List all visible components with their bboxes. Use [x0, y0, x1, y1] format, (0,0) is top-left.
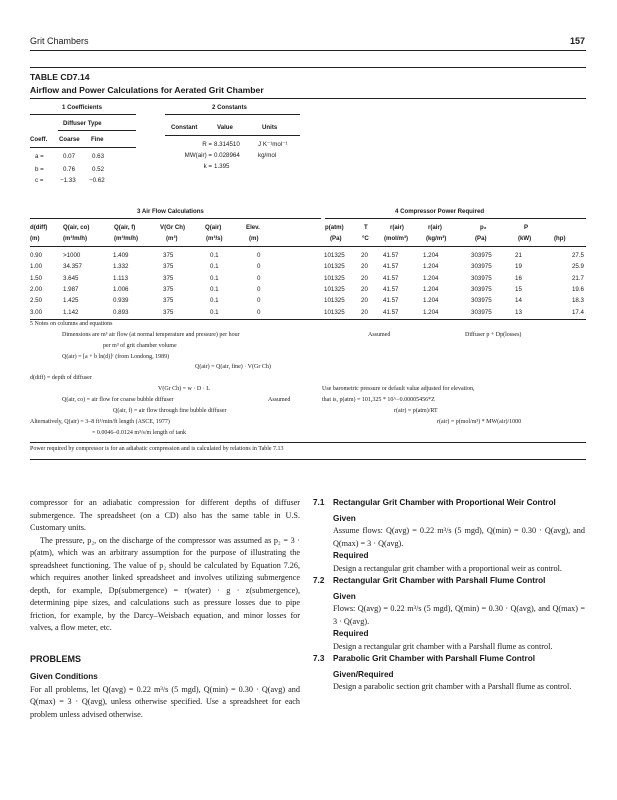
coeff-b-fine: 0.52	[92, 166, 105, 173]
table-cell: 0	[257, 286, 261, 294]
table-cell: >1000	[63, 252, 81, 260]
table-cell: 375	[163, 286, 174, 294]
table-cell: 101325	[324, 297, 345, 305]
note-power-required: Power required by compressor is for an adiabatic compression and is calculated by relations in Table 7.13	[30, 446, 284, 452]
table-cell: 21	[515, 252, 522, 260]
running-header-chapter: Grit Chambers	[30, 36, 89, 46]
note-q-air-f: Q(air, f) = air flow through fine bubble diffuser	[113, 408, 227, 414]
table-cell: 1.409	[113, 252, 129, 260]
table-cell: 303975	[471, 274, 492, 282]
caption-rule	[30, 98, 586, 99]
table-cell: 303975	[471, 252, 492, 260]
coeff-c-coarse: −1.33	[60, 177, 76, 184]
table-bottom-rule	[30, 459, 586, 460]
table-cell: 21.7	[571, 274, 584, 282]
problem-7-2-given: Flows: Q(avg) = 0.22 m³/s (5 mgd), Q(min) = 0.30 · Q(avg), and Q(max) = 3 · Q(avg).	[333, 604, 585, 626]
hdr-unit-pa: (Pa)	[330, 235, 342, 242]
note-diffuser-p: Diffuser p + Dp(losses)	[465, 332, 522, 338]
table-cell: 0	[257, 274, 261, 282]
diffuser-type-rule	[58, 130, 136, 131]
table-cell: 0.1	[210, 263, 219, 271]
hdr-unit-m: (m)	[30, 235, 40, 242]
table-cell: 375	[163, 274, 174, 282]
coeff-col-header: Coeff.	[30, 136, 48, 143]
hdr-unit-degc: °C	[362, 235, 369, 242]
table-cell: 0	[257, 297, 261, 305]
hdr-q-air-co: Q(air, co)	[63, 224, 90, 231]
hdr-unit-kw: (kW)	[518, 235, 532, 242]
table-row	[30, 273, 586, 284]
table-cell: 41.57	[383, 297, 399, 305]
table-row	[30, 250, 586, 261]
hdr-v-gr-ch: V(Gr Ch)	[160, 224, 186, 231]
table-cell: 41.57	[383, 263, 399, 271]
const-k-value: 1.395	[214, 163, 230, 170]
table-row	[30, 295, 586, 306]
hdr-p: P	[524, 224, 529, 231]
constants-header-rule	[165, 135, 300, 136]
constant-col-header: Constant	[171, 124, 198, 131]
table-cell: 34.357	[63, 263, 82, 271]
problem-7-1-given-label: Given	[333, 513, 356, 523]
hdr-unit-molm3: (mol/m³)	[384, 235, 409, 242]
table-cell: 1.113	[113, 274, 129, 282]
note-p-atm-formula: that is, p(atm) = 101,325 * 10^−0.00005456*Z	[322, 397, 435, 403]
table-label: TABLE CD7.14	[30, 72, 90, 82]
problem-7-2	[313, 575, 585, 653]
coeff-b-coarse: 0.76	[63, 166, 76, 173]
table-cell: 20	[361, 308, 368, 316]
body-paragraph-2: The pressure, p₂, on the discharge of the compressor was assumed as p₂ = 3 · p(atm), which was an arbitrary assumption for the purpose of illustrating the spreadsheet functioning. The value of p₂ should be calculated by Equation 7.26, which requires another linked spreadsheet and involves utilizing submergence depth, for example, Dp(submergence) = r(water) · g · z(submergence), determining pipe sizes, and calculations such as pressure losses due to pipe friction, for example, by the Darcy–Weisbach equation, and minor losses for valves, a flow meter, etc.	[30, 535, 300, 632]
hdr-unit-m3: (m³)	[166, 235, 178, 242]
power-title-rule	[325, 218, 586, 219]
problem-7-2-required: Design a rectangular grit chamber with a Parshall flume as control.	[333, 641, 553, 651]
problems-heading: PROBLEMS	[30, 653, 82, 664]
given-conditions-text: For all problems, let Q(avg) = 0.22 m³/s (5 mgd), Q(min) = 0.30 · Q(avg) and Q(max) = 3 · Q(avg), unless otherwise specified. Use a spreadsheet for each problem unless advised otherwise.	[30, 684, 300, 719]
problem-7-2-number: 7.2	[313, 576, 325, 585]
problem-7-3-given-label: Given/Required	[333, 669, 394, 679]
table-cell: 27.5	[571, 252, 584, 260]
note-r-air-rt: r(air) = p(atm)/RT	[394, 408, 438, 414]
hdr-p-atm: p(atm)	[325, 224, 344, 231]
table-cell: 0.939	[113, 297, 129, 305]
problem-7-1-number: 7.1	[313, 498, 325, 507]
diffuser-type-header: Diffuser Type	[63, 120, 102, 127]
body-paragraph-1: compressor for an adiabatic compression for different depths of diffuser submergence. The spreadsheet (on a CD) also has the same table in U.S. Customary units.	[30, 498, 300, 532]
hdr-r-air-kg: r(air)	[428, 224, 442, 231]
value-col-header: Value	[217, 124, 233, 131]
table-cell: 1.332	[113, 263, 129, 271]
table-cell: 303975	[471, 297, 492, 305]
hdr-unit-pa2: (Pa)	[475, 235, 487, 242]
table-cell: 0.1	[210, 274, 219, 282]
table-cell: 1.50	[30, 274, 43, 282]
right-column	[313, 497, 585, 694]
airflow-power-table	[30, 250, 586, 318]
coefficients-section-title: 1 Coefficients	[62, 104, 102, 111]
table-cell: 0.893	[113, 308, 129, 316]
power-section-title: 4 Compressor Power Required	[395, 208, 485, 215]
const-MW-name: MW(air) =	[184, 152, 212, 159]
hdr-q-air: Q(air)	[205, 224, 222, 231]
const-R-name: R =	[202, 141, 212, 148]
table-cell: 1.00	[30, 263, 43, 271]
table-cell: 19.6	[571, 286, 584, 294]
page-number: 157	[569, 36, 585, 46]
coeff-a-name: a =	[35, 153, 44, 160]
coeff-a-coarse: 0.07	[63, 153, 76, 160]
table-cell: 0.1	[210, 308, 219, 316]
table-cell: 0.1	[210, 252, 219, 260]
table-cell: 0	[257, 308, 261, 316]
table-cell: 101325	[324, 252, 345, 260]
problem-7-3	[313, 653, 585, 694]
const-k-name: k =	[203, 163, 212, 170]
table-cell: 41.57	[383, 286, 399, 294]
airflow-title-rule	[30, 218, 321, 219]
table-cell: 101325	[324, 286, 345, 294]
problem-7-3-given: Design a parabolic section grit chamber with a Parshall flume as control.	[333, 682, 572, 691]
note-q-air-equation: Q(air) = [a + b ln(d)]ᶜ (from Londong, 1989)	[62, 354, 170, 360]
table-cell: 20	[361, 286, 368, 294]
note-dimensions: Dimensions are m³ air flow (at normal temperature and pressure) per hour	[62, 332, 240, 338]
coeff-c-fine: −0.62	[89, 177, 105, 184]
problem-7-1-required: Design a rectangular grit chamber with a proportional weir as control.	[333, 563, 562, 573]
hdr-unit-hp: (hp)	[554, 235, 566, 242]
table-cell: 2.50	[30, 297, 43, 305]
table-cell: 1.204	[423, 274, 439, 282]
table-cell: 20	[361, 274, 368, 282]
problem-7-2-required-label: Required	[333, 629, 369, 638]
notes-title: 5 Notes on columns and equations	[30, 321, 113, 327]
table-cell: 0	[257, 252, 261, 260]
note-m3-per-length: = 0.0046–0.0124 m³/s/m length of tank	[92, 430, 187, 436]
problem-7-3-title: Parabolic Grit Chamber with Parshall Flume Control	[333, 654, 535, 663]
hdr-p2: p₂	[480, 224, 487, 231]
table-row	[30, 306, 586, 317]
constants-section-title: 2 Constants	[212, 104, 247, 111]
table-cell: 303975	[471, 286, 492, 294]
table-cell: 303975	[471, 263, 492, 271]
notes-rule	[30, 442, 586, 443]
table-cell: 0.1	[210, 297, 219, 305]
problem-7-2-given-label: Given	[333, 591, 356, 601]
note-v-gr-ch: V(Gr Ch) = w · D · L	[158, 386, 210, 392]
data-header-rule	[30, 246, 586, 247]
const-MW-value: 0.028964	[214, 152, 240, 159]
hdr-unit-m3s: (m³/s)	[206, 235, 223, 242]
table-cell: 25.9	[571, 263, 584, 271]
table-cell: 3.00	[30, 308, 43, 316]
hdr-d-diff: d(diff)	[30, 224, 48, 231]
table-cell: 375	[163, 308, 174, 316]
coarse-col-header: Coarse	[59, 136, 80, 143]
table-cell: 1.987	[63, 286, 79, 294]
table-cell: 0.1	[210, 286, 219, 294]
table-cell: 15	[515, 286, 522, 294]
table-cell: 14	[515, 297, 522, 305]
table-cell: 0.90	[30, 252, 43, 260]
table-title: Airflow and Power Calculations for Aerated Grit Chamber	[30, 85, 264, 95]
header-rule	[30, 50, 586, 51]
table-cell: 18.3	[571, 297, 584, 305]
table-cell: 101325	[324, 274, 345, 282]
hdr-unit-elev-m: (m)	[249, 235, 259, 242]
problem-7-1-required-label: Required	[333, 551, 369, 560]
left-column	[30, 497, 300, 721]
data-bottom-rule	[30, 319, 586, 320]
fine-col-header: Fine	[91, 136, 104, 143]
units-col-header: Units	[262, 124, 278, 131]
problem-7-3-number: 7.3	[313, 654, 325, 663]
table-cell: 101325	[324, 263, 345, 271]
note-alternatively: Alternatively, Q(air) = 3–8 ft³/min/ft length (ASCE, 1977)	[30, 419, 170, 425]
const-MW-units: kg/mol	[258, 152, 277, 159]
table-cell: 20	[361, 297, 368, 305]
note-barometric: Use barometric pressure or default value adjusted for elevation,	[322, 386, 475, 392]
table-cell: 1.204	[423, 297, 439, 305]
problem-7-1-given: Assume flows: Q(avg) = 0.22 m³/s (5 mgd), Q(min) = 0.30 · Q(avg), and Q(max) = 3 · Q(avg).	[333, 526, 585, 548]
hdr-unit-kgm3: (kg/m³)	[426, 235, 447, 242]
coeff-b-name: b =	[35, 166, 44, 173]
coefficients-title-rule	[30, 114, 136, 115]
constants-title-rule	[165, 114, 300, 115]
airflow-section-title: 3 Air Flow Calculations	[137, 208, 204, 215]
table-cell: 19	[515, 263, 522, 271]
hdr-r-air-mol: r(air)	[390, 224, 404, 231]
table-top-rule	[30, 67, 586, 68]
table-cell: 375	[163, 263, 174, 271]
note-assumed-1: Assumed	[368, 332, 391, 338]
table-cell: 303975	[471, 308, 492, 316]
note-assumed-2: Assumed	[268, 397, 291, 403]
const-R-value: 8.314510	[214, 141, 240, 148]
hdr-elev: Elev.	[246, 224, 260, 231]
hdr-unit-m3mh-co: (m³/m/h)	[63, 235, 88, 242]
table-cell: 16	[515, 274, 522, 282]
table-cell: 20	[361, 252, 368, 260]
problem-7-1-title: Rectangular Grit Chamber with Proportional Weir Control	[333, 498, 556, 507]
note-d-diff: d(diff) = depth of diffuser	[30, 375, 92, 381]
table-cell: 1.204	[423, 252, 439, 260]
table-cell: 41.57	[383, 274, 399, 282]
table-cell: 17.4	[571, 308, 584, 316]
table-cell: 1.204	[423, 263, 439, 271]
table-row	[30, 284, 586, 295]
table-cell: 375	[163, 297, 174, 305]
table-cell: 1.204	[423, 286, 439, 294]
hdr-unit-m3mh-f: (m³/m/h)	[114, 235, 139, 242]
coefficients-header-rule	[30, 147, 136, 148]
table-cell: 2.00	[30, 286, 43, 294]
problem-7-2-title: Rectangular Grit Chamber with Parshall Flume Control	[333, 576, 546, 585]
table-cell: 1.142	[63, 308, 79, 316]
note-per-m3: per m³ of grit chamber volume	[103, 343, 177, 349]
table-cell: 41.57	[383, 308, 399, 316]
note-q-air-product: Q(air) = Q(air, fine) · V(Gr Ch)	[195, 364, 271, 370]
table-cell: 101325	[324, 308, 345, 316]
table-cell: 375	[163, 252, 174, 260]
table-cell: 1.425	[63, 297, 79, 305]
table-cell: 3.645	[63, 274, 79, 282]
hdr-q-air-f: Q(air, f)	[114, 224, 136, 231]
problem-7-1	[313, 497, 585, 575]
table-row	[30, 261, 586, 272]
table-cell: 13	[515, 308, 522, 316]
coeff-c-name: c =	[35, 177, 44, 184]
given-conditions-heading: Given Conditions	[30, 672, 98, 681]
note-r-air-mw: r(air) = p(mol/m³) * MW(air)/1000	[437, 419, 522, 425]
coeff-a-fine: 0.63	[92, 153, 105, 160]
hdr-t: T	[364, 224, 368, 231]
note-q-air-co: Q(air, co) = air flow for coarse bubble diffuser	[62, 397, 174, 403]
table-cell: 1.006	[113, 286, 129, 294]
table-cell: 20	[361, 263, 368, 271]
table-cell: 1.204	[423, 308, 439, 316]
table-cell: 41.57	[383, 252, 399, 260]
table-cell: 0	[257, 263, 261, 271]
const-R-units: J K⁻¹mol⁻¹	[258, 141, 288, 148]
